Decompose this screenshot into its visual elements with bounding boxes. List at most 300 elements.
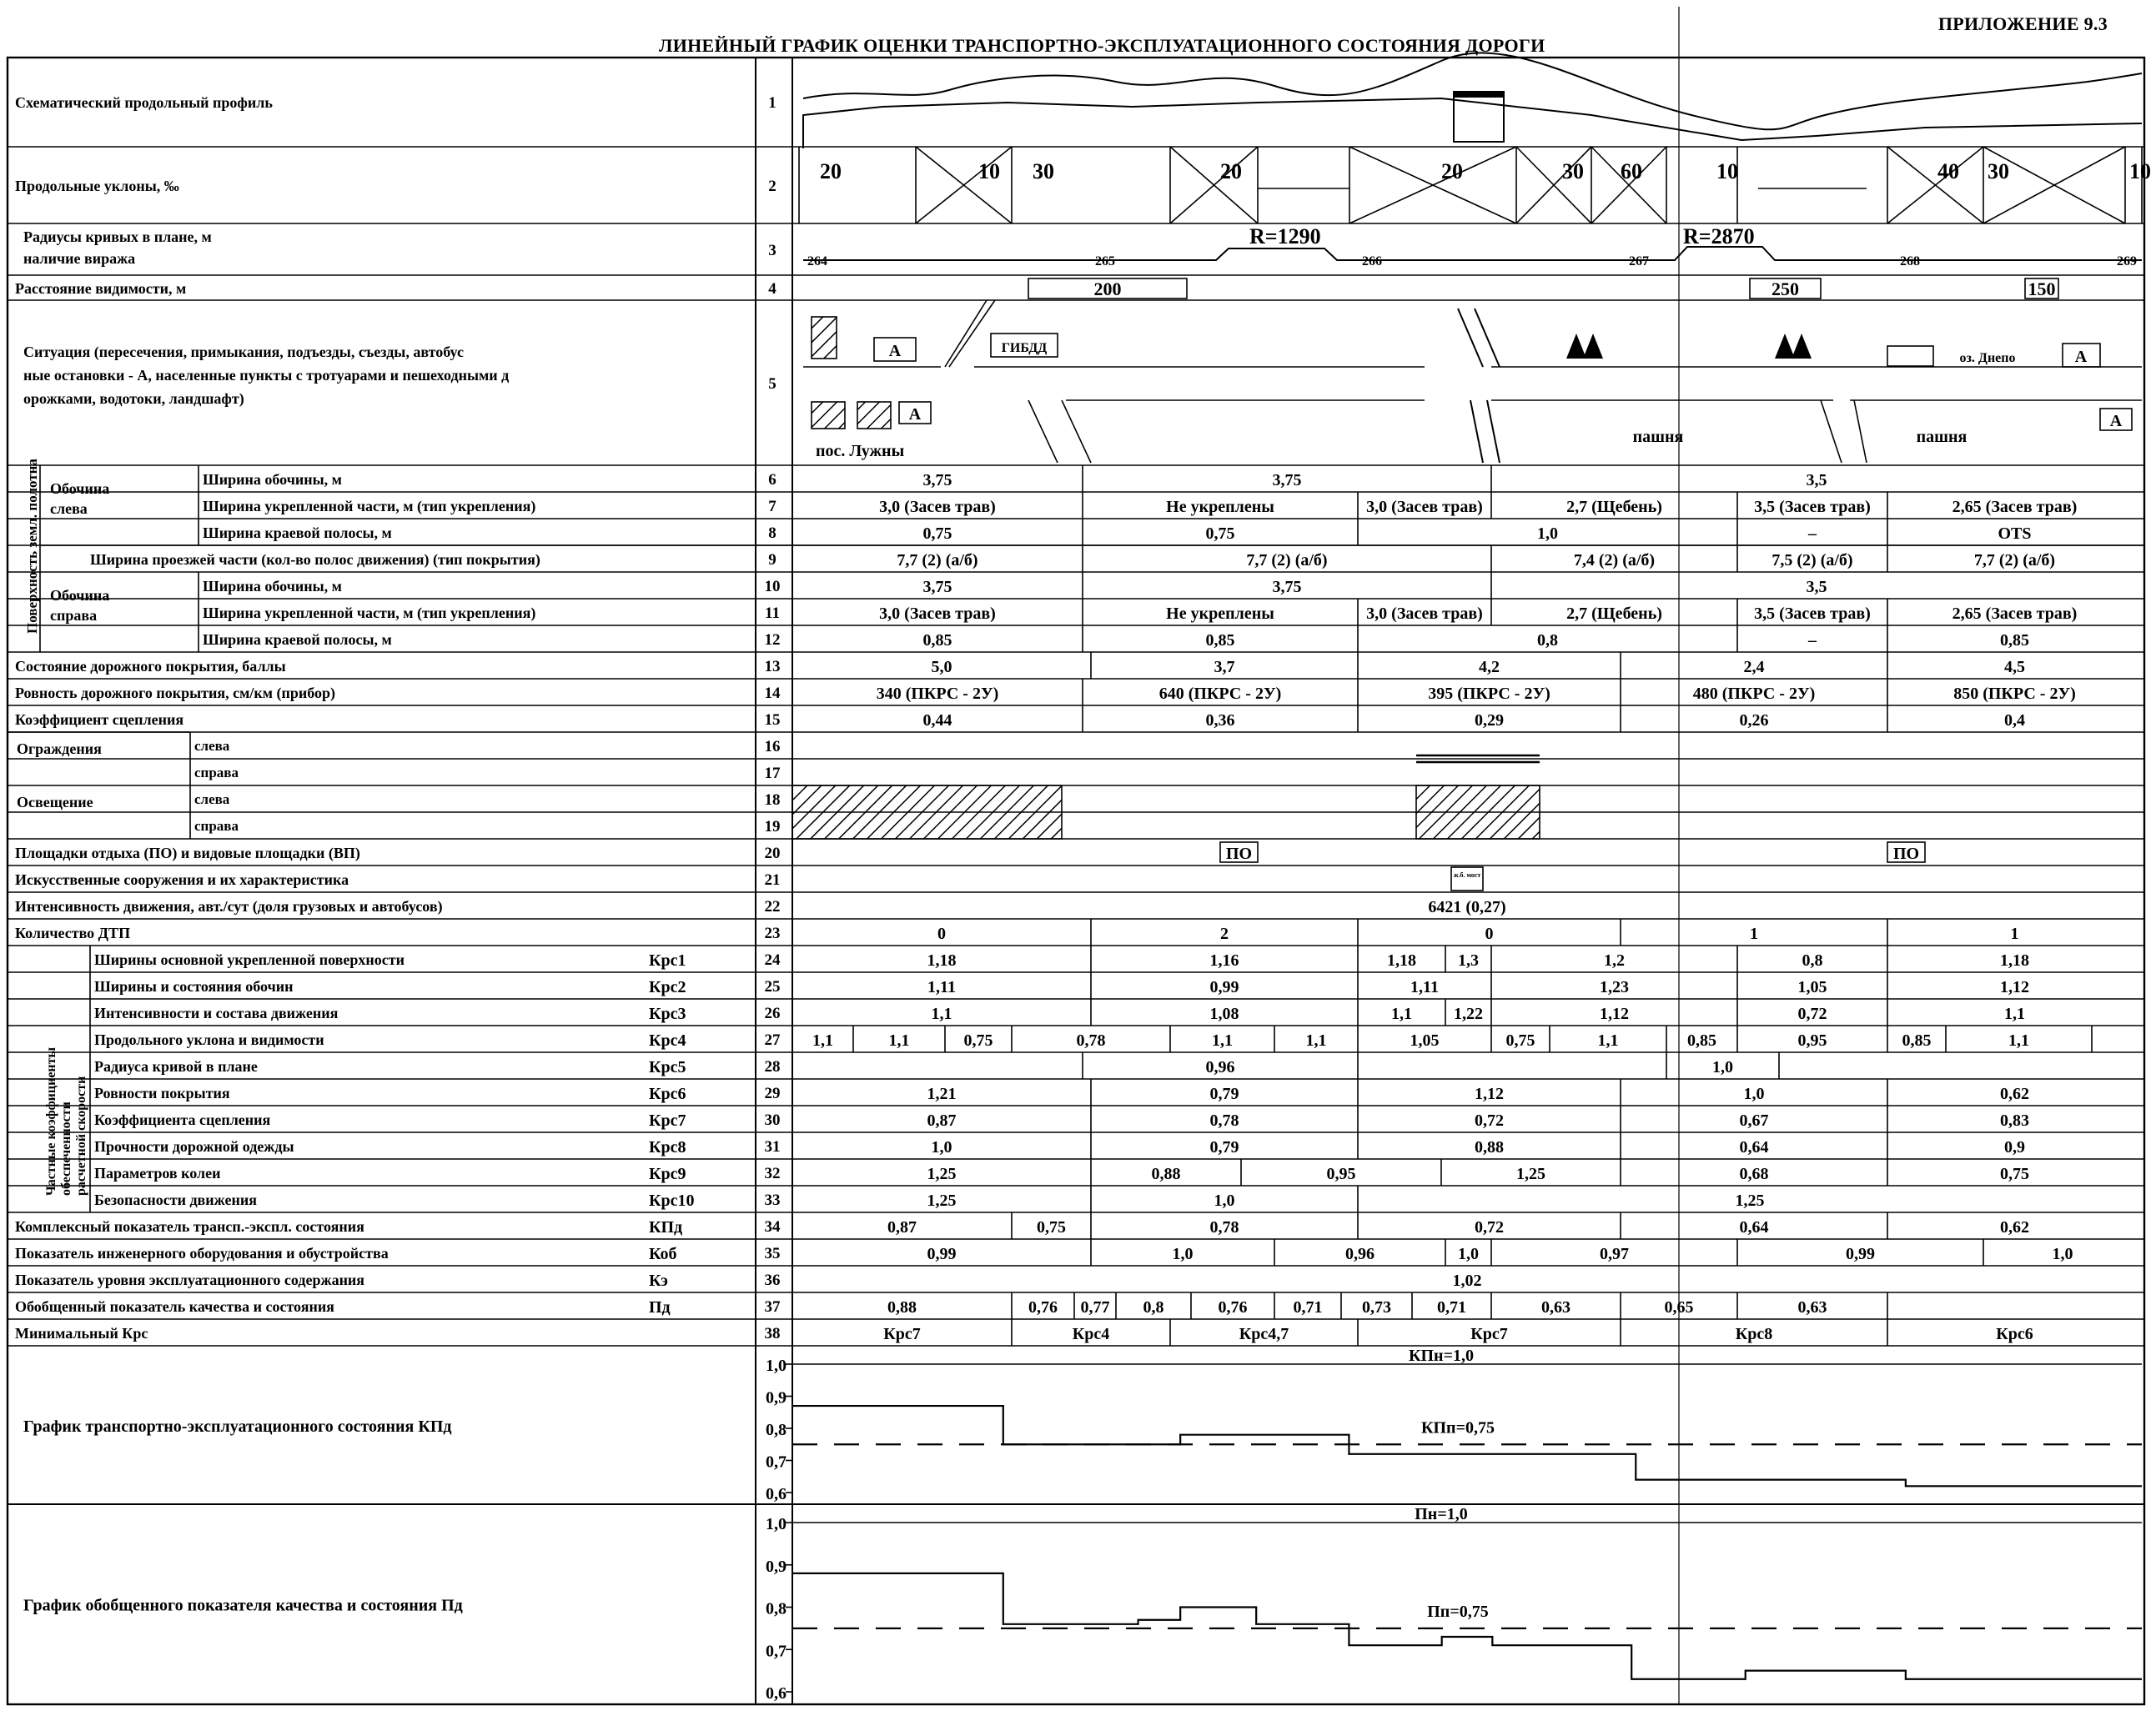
cell-value: 0,8	[1802, 951, 1823, 970]
slope-value: 20	[1441, 159, 1463, 183]
cell-value: 1,18	[927, 951, 957, 970]
cell-value: 0,29	[1475, 711, 1504, 730]
graph-tick: 0,6	[766, 1684, 787, 1703]
cell-value: 1,3	[1458, 951, 1479, 970]
cell-value: 1,1	[1305, 1031, 1327, 1050]
cell-value: 0,76	[1218, 1298, 1248, 1317]
row-number: 16	[764, 738, 781, 755]
cell-value: 480 (ПКРС - 2У)	[1692, 685, 1816, 703]
row-label: Продольного уклона и видимости	[94, 1031, 324, 1048]
building-icon	[812, 317, 837, 359]
coefficient-symbol: Кpc10	[649, 1192, 695, 1210]
row-number: 6	[768, 471, 776, 489]
cell-value: 1,05	[1410, 1031, 1440, 1050]
row-label: Ровности покрытия	[94, 1085, 230, 1101]
lighting-group: Освещение	[17, 794, 93, 810]
junction-road	[945, 300, 987, 367]
bridge-label: ж.б. мост	[1453, 871, 1481, 879]
cell-value: 3,0 (Засев трав)	[1366, 498, 1483, 516]
cell-value: 0,99	[1209, 978, 1239, 996]
row-number: 9	[768, 551, 776, 569]
cell-value: 1,23	[1600, 978, 1629, 996]
row-label: Искусственные сооружения и их характеристика	[15, 871, 349, 888]
row-number: 21	[764, 871, 781, 889]
cell-value: 0,64	[1739, 1218, 1769, 1237]
barriers-group: Ограждения	[17, 740, 102, 757]
coefficient-symbol: Кpc6	[649, 1085, 686, 1103]
row-label: Состояние дорожного покрытия, баллы	[15, 658, 286, 675]
surface-group-label: Поверхность земл. полотна	[24, 459, 40, 634]
cell-value: 1,2	[1604, 951, 1625, 970]
row-label: Коэффициент сцепления	[15, 711, 184, 728]
cell-value: 0,88	[1151, 1165, 1181, 1183]
row-label: Интенсивность движения, авт./сут (доля грузовых и автобусов)	[15, 898, 443, 915]
cell-value: 0,72	[1475, 1218, 1504, 1237]
cell-value: 0,67	[1739, 1111, 1769, 1130]
field-label: пашня	[1916, 428, 1968, 446]
cell-value: 1,0	[1743, 1085, 1765, 1103]
curve-line	[803, 247, 2142, 260]
cell-value: 0,96	[1205, 1058, 1235, 1076]
slope-value: 10	[1716, 159, 1738, 183]
tree-icon	[1775, 334, 1812, 359]
row-number: 19	[764, 818, 781, 835]
cell-value: 1,21	[927, 1085, 957, 1103]
cell-value: 5,0	[931, 658, 952, 676]
row-label: Ширина укрепленной части, м (тип укрепления)	[203, 605, 536, 621]
km-marker: 269	[2117, 254, 2137, 268]
lighting-hatch	[1416, 785, 1540, 839]
row-number: 7	[768, 498, 776, 515]
cell-value: 0,72	[1475, 1111, 1504, 1130]
slope-value: 30	[1988, 159, 2009, 183]
row-number: 17	[764, 765, 781, 782]
cell-value: 0,79	[1209, 1138, 1239, 1157]
cell-value: 0,76	[1028, 1298, 1058, 1317]
cell-value: 0,4	[2004, 711, 2025, 730]
row-label: Обобщенный показатель качества и состояния	[15, 1298, 334, 1315]
graph-tick: 1,0	[766, 1515, 787, 1533]
slope-value: 40	[1937, 159, 1959, 183]
cell-value: 1,25	[927, 1165, 957, 1183]
cell-value: 1,1	[1391, 1005, 1412, 1023]
cell-value: Кpc7	[883, 1325, 921, 1343]
coefficient-symbol: Кэ	[649, 1272, 668, 1290]
cell-value: 1,0	[1458, 1245, 1479, 1263]
cell-value: 1,12	[1475, 1085, 1504, 1103]
row-label: Ширины основной укрепленной поверхности	[94, 951, 405, 968]
left-shoulder-group: слева	[50, 500, 88, 517]
graph-tick: 0,6	[766, 1485, 787, 1503]
row-label: Схематический продольный профиль	[15, 94, 273, 111]
cell-value: 0	[937, 925, 946, 943]
row-label: справа	[194, 818, 239, 834]
row-label: Ширина обочины, м	[203, 471, 342, 488]
slope-value: 10	[978, 159, 1000, 183]
km-marker: 266	[1362, 254, 1382, 268]
cell-value: 0,71	[1437, 1298, 1466, 1317]
row-number: 15	[764, 711, 781, 729]
bus-stop-label: А	[888, 342, 902, 360]
coefficient-symbol: Кpc2	[649, 978, 686, 996]
row-label: Ровность дорожного покрытия, см/км (прибор)	[15, 685, 336, 701]
row-label: Ситуация (пересечения, примыкания, подъезды, съезды, автобус	[23, 344, 464, 360]
cell-value: 0,85	[922, 631, 952, 650]
row-label: Ширина обочины, м	[203, 578, 342, 595]
left-shoulder-group: Обочина	[50, 480, 110, 497]
row-number: 1	[768, 94, 776, 112]
row-number: 31	[764, 1138, 781, 1156]
coefficient-symbol: Кpc1	[649, 951, 686, 970]
town-label: пос. Лужны	[816, 442, 905, 460]
cell-value: 0,96	[1345, 1245, 1375, 1263]
visibility-value: 150	[2028, 278, 2056, 299]
bus-stop-label: А	[908, 405, 922, 424]
cell-value: 850 (ПКРС - 2У)	[1953, 685, 2076, 703]
row-number: 27	[764, 1031, 781, 1049]
lighting-hatch	[792, 785, 1062, 839]
cell-value: 395 (ПКРС - 2У)	[1428, 685, 1550, 703]
row-number: 34	[764, 1218, 781, 1236]
row-label: Продольные уклоны, ‰	[15, 178, 179, 194]
cell-value: Кpc7	[1470, 1325, 1508, 1343]
radius-label: R=2870	[1683, 224, 1755, 248]
slope-value: 20	[820, 159, 842, 183]
cell-value: 1,22	[1454, 1005, 1483, 1023]
row-number: 11	[765, 605, 780, 622]
cell-value: 1,0	[1214, 1192, 1235, 1210]
cell-value: –	[1808, 524, 1817, 543]
cell-value: 3,0 (Засев трав)	[879, 498, 996, 516]
slope-value: 60	[1621, 159, 1642, 183]
norm-label: КПн=1,0	[1409, 1347, 1474, 1365]
row-number: 33	[764, 1192, 781, 1209]
coefficient-symbol: Кpc4	[649, 1031, 686, 1050]
cell-value: 0,9	[2004, 1138, 2025, 1157]
cell-value: 1	[1750, 925, 1758, 943]
cell-value: 2,65 (Засев трав)	[1952, 605, 2078, 623]
row-number: 13	[764, 658, 781, 675]
coefficient-symbol: Пд	[649, 1298, 671, 1317]
cell-value: 1,1	[931, 1005, 952, 1023]
visibility-value: 200	[1093, 278, 1122, 299]
cell-value: 0,75	[922, 524, 952, 543]
cell-value: 0,87	[927, 1111, 957, 1130]
cell-value: 0,68	[1739, 1165, 1769, 1183]
graph-step-line	[792, 1573, 2142, 1679]
cell-value: 640 (ПКРС - 2У)	[1158, 685, 1282, 703]
cell-value: 0,85	[1205, 631, 1235, 650]
radius-label: R=1290	[1249, 224, 1321, 248]
row-number: 3	[768, 242, 776, 259]
cell-value: 2	[1220, 925, 1229, 943]
cell-value: 0,78	[1209, 1218, 1239, 1237]
row-label: Радиусы кривых в плане, м	[23, 228, 212, 245]
coefficient-symbol: Коб	[649, 1245, 677, 1263]
cell-value: 7,7 (2) (а/б)	[897, 551, 978, 569]
bridge-profile	[1454, 92, 1504, 142]
row-label: Комплексный показатель трансп.-экспл. состояния	[15, 1218, 364, 1235]
cell-value: 0,75	[2000, 1165, 2029, 1183]
graph-label: График обобщенного показателя качества и состояния Пд	[23, 1596, 463, 1615]
cell-value: OTS	[1998, 524, 2032, 543]
graph-tick: 0,8	[766, 1421, 787, 1439]
cell-value: 1,16	[1209, 951, 1239, 970]
cell-value: 1	[2010, 925, 2019, 943]
row-number: 10	[764, 578, 781, 595]
cell-value: 1,1	[812, 1031, 833, 1050]
cell-value: 0,36	[1205, 711, 1235, 730]
row-number: 2	[768, 178, 776, 195]
cell-value: 0,75	[963, 1031, 993, 1050]
cell-value: 0,65	[1664, 1298, 1694, 1317]
river-line	[1470, 400, 1483, 463]
cell-value: 0,97	[1600, 1245, 1629, 1263]
row-number: 24	[764, 951, 781, 969]
river-line	[1487, 400, 1500, 463]
row-label: слева	[194, 738, 230, 754]
cell-value: 0,79	[1209, 1085, 1239, 1103]
cell-value: 1,11	[1410, 978, 1439, 996]
cell-value: 1,05	[1797, 978, 1827, 996]
cell-value: 0,78	[1209, 1111, 1239, 1130]
cell-value: 4,5	[2004, 658, 2025, 676]
tree-icon	[1566, 334, 1603, 359]
building-icon	[812, 402, 845, 429]
cell-value: Не укреплены	[1166, 605, 1274, 623]
coefficient-symbol: Кpc3	[649, 1005, 686, 1023]
side-road	[1854, 400, 1867, 463]
cell-value: 0,63	[1797, 1298, 1827, 1317]
cell-value: 0,8	[1537, 631, 1558, 650]
row-label: Ширина проезжей части (кол-во полос движения) (тип покрытия)	[90, 551, 540, 568]
row-number: 18	[764, 791, 781, 809]
graph-tick: 0,8	[766, 1599, 787, 1618]
km-marker: 267	[1629, 254, 1649, 268]
km-marker: 264	[807, 254, 827, 268]
row-number: 32	[764, 1165, 781, 1182]
cell-value: 3,75	[1272, 578, 1302, 596]
graph-tick: 0,9	[766, 1388, 787, 1407]
cell-value: 0,78	[1076, 1031, 1106, 1050]
police-post-label: ГИБДД	[1001, 341, 1048, 355]
row-number: 5	[768, 375, 776, 393]
graph-tick: 0,7	[766, 1642, 787, 1661]
row-number: 30	[764, 1111, 781, 1129]
bus-stop-label: А	[2109, 412, 2123, 430]
cell-value: 1,1	[888, 1031, 910, 1050]
lake-label: оз. Днепо	[1959, 351, 2016, 365]
field-label: пашня	[1632, 428, 1684, 446]
cell-value: 3,5 (Засев трав)	[1754, 605, 1871, 623]
cell-value: 2,4	[1743, 658, 1765, 676]
row-label: Ширина краевой полосы, м	[203, 524, 392, 541]
right-shoulder-group: справа	[50, 607, 98, 624]
threshold-label: Пп=0,75	[1427, 1602, 1489, 1621]
bus-stop-label: А	[2074, 348, 2088, 366]
row-label: Показатель инженерного оборудования и обустройства	[15, 1245, 389, 1262]
row-label: слева	[194, 791, 230, 807]
row-label: Прочности дорожной одежды	[94, 1138, 294, 1155]
row-number: 37	[764, 1298, 781, 1316]
cell-value: Кpc4	[1072, 1325, 1110, 1343]
junction-road	[949, 300, 995, 367]
cell-value: 0,95	[1797, 1031, 1827, 1050]
graph-tick: 0,9	[766, 1557, 787, 1576]
right-shoulder-group: Обочина	[50, 587, 110, 604]
cell-value: 1,0	[931, 1138, 952, 1157]
cell-value: 3,0 (Засев трав)	[879, 605, 996, 623]
cell-value: 0,75	[1505, 1031, 1535, 1050]
side-road	[1062, 400, 1091, 463]
row-label: Безопасности движения	[94, 1192, 257, 1208]
cell-value: 0,77	[1080, 1298, 1110, 1317]
cell-value: 1,1	[2008, 1031, 2029, 1050]
coefficient-symbol: Кpc7	[649, 1111, 686, 1130]
cell-value: 0,88	[887, 1298, 917, 1317]
coefficient-symbol: Кpc5	[649, 1058, 686, 1076]
building-icon	[857, 402, 891, 429]
cell-value: 6421 (0,27)	[1428, 898, 1506, 916]
cell-value: 1,02	[1452, 1272, 1482, 1290]
row-number: 14	[764, 685, 781, 702]
cell-value: 3,5	[1806, 578, 1827, 596]
page-title: ЛИНЕЙНЫЙ ГРАФИК ОЦЕНКИ ТРАНСПОРТНО-ЭКСПЛУАТАЦИОННОГО СОСТОЯНИЯ ДОРОГИ	[659, 35, 1545, 56]
cell-value: 1,18	[2000, 951, 2029, 970]
km-marker: 268	[1900, 254, 1920, 268]
row-number: 23	[764, 925, 781, 942]
cell-value: 7,5 (2) (а/б)	[1772, 551, 1853, 569]
cell-value: 0,64	[1739, 1138, 1769, 1157]
road-condition-chart	[7, 57, 2151, 1706]
row-number: 26	[764, 1005, 781, 1022]
cell-value: 3,5 (Засев трав)	[1754, 498, 1871, 516]
cell-value: 0,99	[927, 1245, 957, 1263]
cell-value: 1,1	[1212, 1031, 1233, 1050]
cell-value: 3,75	[922, 578, 952, 596]
row-number: 25	[764, 978, 781, 996]
slope-value: 30	[1033, 159, 1054, 183]
cell-value: 2,7 (Щебень)	[1566, 498, 1662, 516]
row-number: 35	[764, 1245, 781, 1262]
row-number: 38	[764, 1325, 781, 1342]
norm-label: Пн=1,0	[1415, 1505, 1468, 1523]
coef-group-label: обеспеченности	[59, 1101, 73, 1196]
row-label: орожками, водотоки, ландшафт)	[23, 390, 244, 407]
cell-value: 0,85	[1902, 1031, 1932, 1050]
cell-value: 2,65 (Засев трав)	[1952, 498, 2078, 516]
cell-value: 2,7 (Щебень)	[1566, 605, 1662, 623]
cell-value: 1,08	[1209, 1005, 1239, 1023]
cell-value: 7,7 (2) (а/б)	[1246, 551, 1328, 569]
graph-tick: 0,7	[766, 1453, 787, 1472]
row-label: ные остановки - А, населенные пункты с тротуарами и пешеходными д	[23, 367, 510, 384]
cell-value: 1,0	[1172, 1245, 1194, 1263]
row-label: Расстояние видимости, м	[15, 280, 187, 297]
cell-value: 0,72	[1797, 1005, 1827, 1023]
cell-value: Кpc6	[1996, 1325, 2033, 1343]
cell-value: 1,12	[2000, 978, 2029, 996]
cell-value: 1,25	[1516, 1165, 1545, 1183]
text-layer	[15, 94, 2151, 1703]
cell-value: 7,4 (2) (а/б)	[1573, 551, 1656, 569]
cell-value: 0	[1485, 925, 1494, 943]
row-number: 22	[764, 898, 781, 916]
cell-value: 1,25	[1735, 1192, 1765, 1210]
row-label: Площадки отдыха (ПО) и видовые площадки (ВП)	[15, 845, 360, 861]
cell-value: 1,0	[2052, 1245, 2073, 1263]
cell-value: 1,0	[1537, 524, 1558, 543]
threshold-label: КПп=0,75	[1421, 1418, 1495, 1438]
row-label: наличие виража	[23, 250, 136, 267]
cell-value: –	[1808, 631, 1817, 650]
cell-value: 1,0	[1712, 1058, 1733, 1076]
cell-value: 0,88	[1475, 1138, 1504, 1157]
row-number: 8	[768, 524, 776, 542]
cell-value: Не укреплены	[1166, 498, 1274, 516]
row-number: 20	[764, 845, 781, 862]
side-road	[1821, 400, 1842, 463]
graph-tick: 1,0	[766, 1357, 787, 1375]
row-number: 29	[764, 1085, 781, 1102]
visibility-value: 250	[1772, 278, 1799, 299]
graph-label: График транспортно-эксплуатационного состояния КПд	[23, 1417, 452, 1436]
appendix-label: ПРИЛОЖЕНИЕ 9.3	[1937, 13, 2108, 34]
rest-area-label: ПО	[1892, 845, 1920, 863]
cell-value: 1,11	[927, 978, 956, 996]
cell-value: 0,87	[887, 1218, 917, 1237]
row-label: Коэффициента сцепления	[94, 1111, 271, 1128]
cell-value: 0,75	[1037, 1218, 1066, 1237]
row-label: справа	[194, 765, 239, 780]
cell-value: 0,75	[1205, 524, 1235, 543]
cell-value: Кpc4,7	[1239, 1325, 1289, 1343]
cell-value: 0,44	[922, 711, 952, 730]
cell-value: 0,8	[1143, 1298, 1164, 1317]
row-label: Интенсивности и состава движения	[94, 1005, 339, 1021]
row-label: Радиуса кривой в плане	[94, 1058, 258, 1075]
cell-value: 1,25	[927, 1192, 957, 1210]
row-label: Количество ДТП	[15, 925, 131, 941]
row-number: 36	[764, 1272, 781, 1289]
cell-value: 1,1	[2004, 1005, 2025, 1023]
row-label: Минимальный Крс	[15, 1325, 148, 1342]
row-number: 28	[764, 1058, 781, 1076]
slope-value: 30	[1562, 159, 1584, 183]
coefficient-symbol: Кpc9	[649, 1165, 686, 1183]
cell-value: Кpc8	[1735, 1325, 1773, 1343]
slope-value: 20	[1220, 159, 1242, 183]
cell-value: 1,18	[1387, 951, 1416, 970]
cell-value: 1,1	[1597, 1031, 1619, 1050]
cell-value: 3,75	[1272, 471, 1302, 489]
cell-value: 0,95	[1326, 1165, 1356, 1183]
cell-value: 0,85	[2000, 631, 2029, 650]
row-label: Ширина краевой полосы, м	[203, 631, 392, 648]
cell-value: 0,26	[1739, 711, 1769, 730]
cell-value: 3,7	[1214, 658, 1235, 676]
row-number: 4	[768, 280, 776, 298]
cell-value: 0,83	[2000, 1111, 2029, 1130]
coef-group-label: расчетной скорости	[74, 1076, 88, 1196]
cell-value: 3,75	[922, 471, 952, 489]
coefficient-symbol: КПд	[649, 1218, 683, 1237]
slope-value: 10	[2129, 159, 2151, 183]
cell-value: 0,62	[2000, 1085, 2029, 1103]
cell-value: 340 (ПКРС - 2У)	[876, 685, 999, 703]
coefficient-symbol: Кpc8	[649, 1138, 686, 1157]
side-road	[1028, 400, 1058, 463]
